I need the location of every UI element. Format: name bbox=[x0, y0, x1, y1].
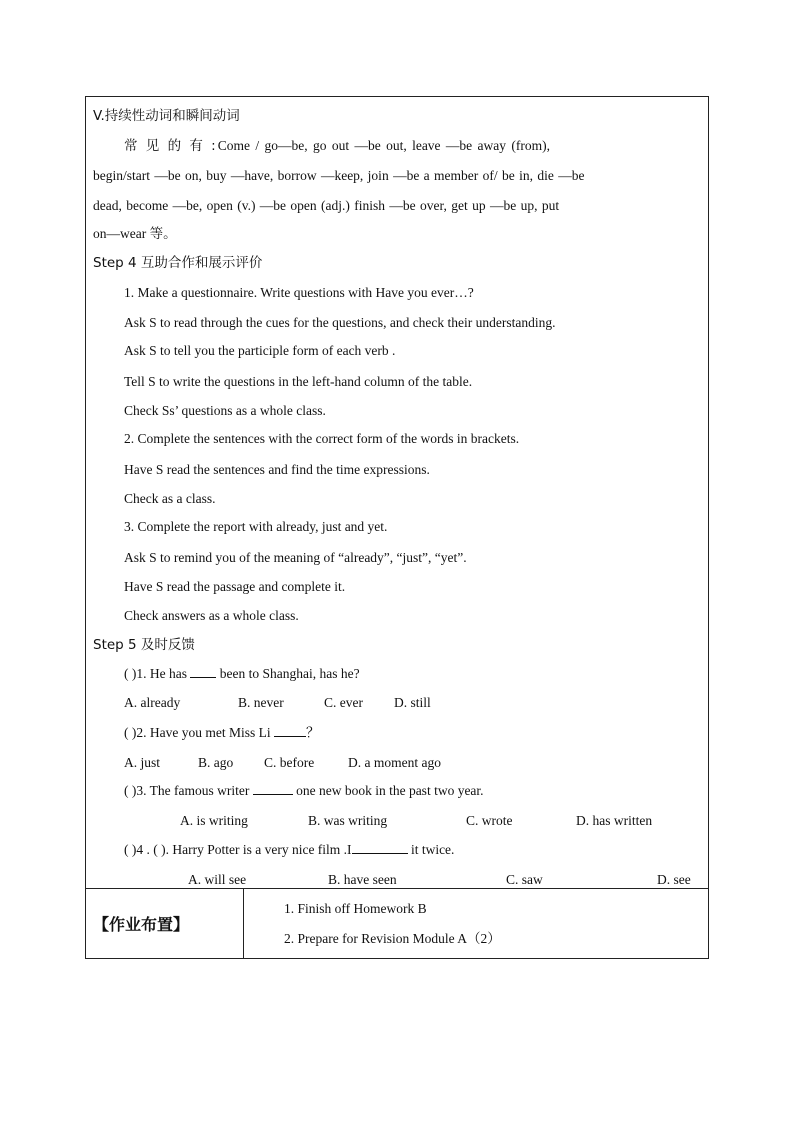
step4-line: Check as a class. bbox=[124, 491, 216, 506]
option-c: C. saw bbox=[506, 872, 543, 887]
question-1-options bbox=[124, 694, 684, 712]
option-b: B. ago bbox=[198, 755, 234, 770]
step4-line: Ask S to read through the cues for the questions, and check their understanding. bbox=[124, 315, 556, 330]
question-2-stem-a: ( )2. Have you met Miss Li bbox=[124, 725, 274, 740]
question-1-stem-a: ( )1. He has bbox=[124, 666, 191, 681]
step4-line: Ask S to tell you the participle form of each verb . bbox=[124, 343, 396, 358]
section-v-line1 bbox=[124, 137, 550, 155]
section-v-line1-text: Come / go—be, go out —be out, leave —be away (from), bbox=[217, 138, 551, 153]
step4-line: 2. Complete the sentences with the correct form of the words in brackets. bbox=[124, 431, 520, 446]
homework-item: 2. Prepare for Revision Module A（2） bbox=[284, 931, 501, 946]
question-1 bbox=[124, 665, 360, 683]
step4-line: Tell S to write the questions in the left-hand column of the table. bbox=[124, 374, 473, 389]
step4-line: Have S read the passage and complete it. bbox=[124, 579, 346, 594]
question-4-stem-b: it twice. bbox=[407, 842, 455, 857]
question-2 bbox=[124, 724, 319, 742]
option-d: D. still bbox=[394, 695, 431, 710]
step4-line: Have S read the sentences and find the time expressions. bbox=[124, 462, 430, 477]
option-b: B. have seen bbox=[328, 872, 397, 887]
section-v-heading: V.持续性动词和瞬间动词 bbox=[93, 108, 240, 124]
question-4-options bbox=[188, 871, 703, 889]
question-3-stem-a: ( )3. The famous writer bbox=[124, 783, 253, 798]
option-c: C. before bbox=[264, 755, 315, 770]
answer-blank bbox=[190, 665, 216, 678]
option-d: D. has written bbox=[576, 813, 653, 828]
step4-line: 1. Make a questionnaire. Write questions with Have you ever…? bbox=[124, 285, 474, 300]
question-3-stem-b: one new book in the past two year. bbox=[292, 783, 484, 798]
step4-line: Check answers as a whole class. bbox=[124, 608, 299, 623]
homework-column-divider bbox=[243, 888, 244, 959]
question-4-stem-a: ( )4 . ( ). Harry Potter is a very nice film .I bbox=[124, 842, 352, 857]
answer-blank bbox=[274, 724, 306, 737]
option-b: B. never bbox=[238, 695, 284, 710]
answer-blank bbox=[253, 782, 293, 795]
option-b: B. was writing bbox=[308, 813, 388, 828]
section-v-line2: begin/start —be on, buy —have, borrow —keep, join —be a member of/ be in, die —be bbox=[93, 168, 585, 183]
homework-item: 1. Finish off Homework B bbox=[284, 901, 427, 916]
question-4 bbox=[124, 841, 454, 859]
option-a: A. just bbox=[124, 755, 161, 770]
option-c: C. wrote bbox=[466, 813, 513, 828]
option-c: C. ever bbox=[324, 695, 363, 710]
option-a: A. is writing bbox=[180, 813, 248, 828]
step4-line: Check Ss’ questions as a whole class. bbox=[124, 403, 326, 418]
answer-blank bbox=[352, 841, 408, 854]
section-v-lead: 常 见 的 有 : bbox=[124, 138, 218, 154]
question-2-options bbox=[124, 754, 684, 772]
step5-heading: Step 5 及时反馈 bbox=[93, 637, 195, 653]
option-a: A. already bbox=[124, 695, 181, 710]
option-d: D. a moment ago bbox=[348, 755, 441, 770]
step4-line: 3. Complete the report with already, just and yet. bbox=[124, 519, 388, 534]
section-v-line4: on—wear 等。 bbox=[93, 226, 177, 241]
question-3 bbox=[124, 782, 484, 800]
question-2-stem-b: ？ bbox=[305, 725, 320, 740]
section-v-line3: dead, become —be, open (v.) —be open (adj.) finish —be over, get up —be up, put bbox=[93, 198, 560, 213]
option-a: A. will see bbox=[188, 872, 247, 887]
step4-line: Ask S to remind you of the meaning of “already”, “just”, “yet”. bbox=[124, 550, 467, 565]
step4-heading: Step 4 互助合作和展示评价 bbox=[93, 255, 263, 271]
question-3-options bbox=[180, 812, 680, 830]
homework-label: 【作业布置】 bbox=[93, 915, 190, 934]
question-1-stem-b: been to Shanghai, has he? bbox=[216, 666, 360, 681]
option-d: D. see bbox=[657, 872, 691, 887]
